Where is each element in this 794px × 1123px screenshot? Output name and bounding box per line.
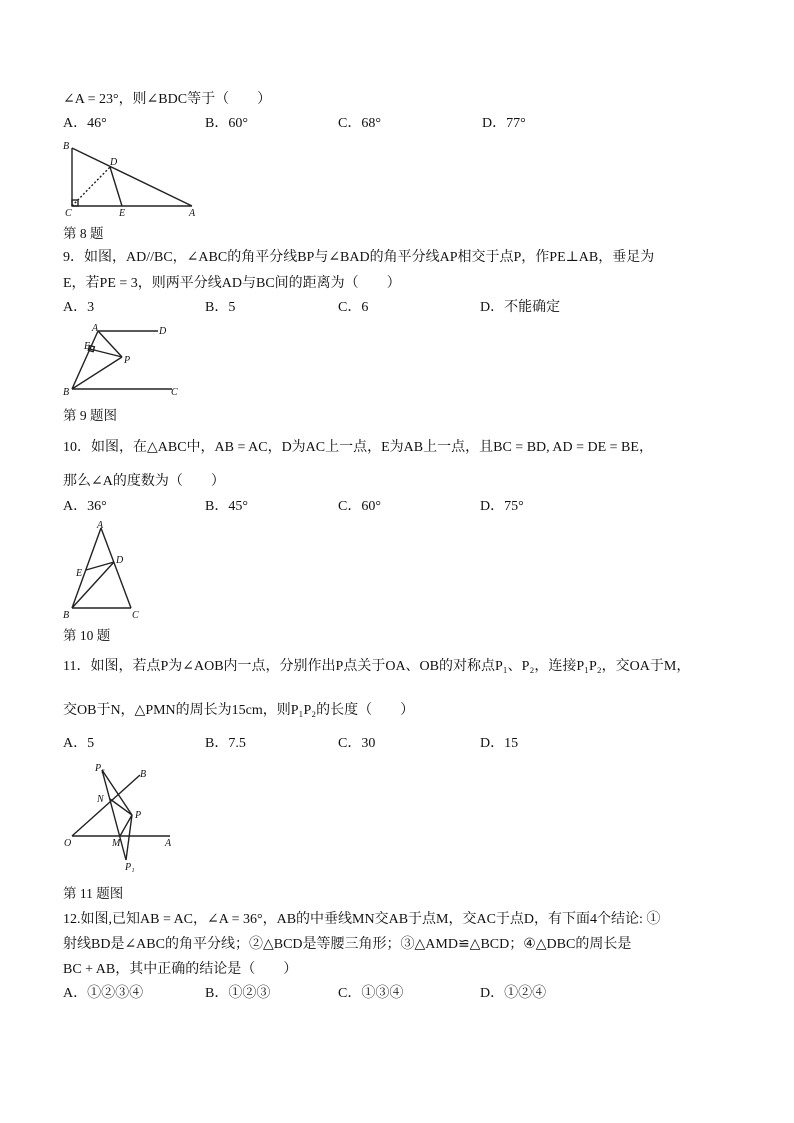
q12-line-3: BC + AB，其中正确的结论是（ ） xyxy=(63,962,298,977)
q11-segment-pp1 xyxy=(126,815,132,860)
q12-option-a: A．①②③④ xyxy=(63,986,144,1001)
q10-line-2: 那么∠A的度数为（ ） xyxy=(63,474,225,489)
q10-label-b: B xyxy=(63,610,70,621)
q11-label-p2: P₂ xyxy=(95,763,105,774)
q10-segment-bd xyxy=(72,562,114,608)
q9-segment-bp xyxy=(72,357,122,389)
q8-stem-tail: ∠A = 23°，则∠BDC等于（ ） xyxy=(63,92,272,107)
q9-line-2: E，若PE = 3，则两平分线AD与BC间的距离为（ ） xyxy=(63,276,401,291)
q11-option-a: A．5 xyxy=(63,736,95,751)
q11-segment-np xyxy=(110,799,132,815)
q9-option-b: B．5 xyxy=(205,300,236,315)
q11-caption: 第 11 题图 xyxy=(63,886,124,901)
q8-option-b: B．60° xyxy=(205,116,248,131)
q9-label-p: P xyxy=(124,355,131,366)
q11-segment-p2p xyxy=(102,770,132,815)
q10-label-a: A xyxy=(97,520,104,531)
q8-label-c: C xyxy=(65,208,72,219)
q11-ray-ob xyxy=(72,775,140,836)
q9-segment-pe xyxy=(90,349,122,357)
q10-label-e: E xyxy=(76,568,83,579)
q8-label-d: D xyxy=(110,157,118,168)
q9-label-c: C xyxy=(171,387,178,398)
q10-segment-ab xyxy=(72,528,101,608)
q8-label-b: B xyxy=(63,141,70,152)
q11-segment-mp xyxy=(120,815,132,836)
q10-label-d: D xyxy=(116,555,124,566)
q9-label-a: A xyxy=(92,323,99,334)
q8-label-a: A xyxy=(189,208,196,219)
q11-label-o: O xyxy=(64,838,72,849)
q11-label-p: P xyxy=(135,810,142,821)
q8-option-d: D．77° xyxy=(482,116,526,131)
q9-right-angle-mark xyxy=(88,346,94,352)
q10-option-d: D．75° xyxy=(480,499,524,514)
q8-segment-de xyxy=(110,167,122,206)
q8-option-c: C．68° xyxy=(338,116,381,131)
q8-segment-cd xyxy=(72,167,110,206)
q11-option-c: C．30 xyxy=(338,736,376,751)
q10-segment-ac xyxy=(101,528,131,608)
q10-caption: 第 10 题 xyxy=(63,628,111,643)
q11-line-1: 11．如图，若点P为∠AOB内一点，分别作出P点关于OA、OB的对称点P₁、P₂，连接P₁P₂，交OA于M， xyxy=(63,659,691,674)
q12-option-c: C．①③④ xyxy=(338,986,404,1001)
q11-option-d: D．15 xyxy=(480,736,519,751)
q12-option-d: D．①②④ xyxy=(480,986,547,1001)
q12-line-1: 12.如图,已知AB = AC，∠A = 36°，AB的中垂线MN交AB于点M，交AC于点D，有下面4个结论: ① xyxy=(63,912,661,927)
q9-option-a: A．3 xyxy=(63,300,95,315)
q11-option-b: B．7.5 xyxy=(205,736,246,751)
q8-option-a: A．46° xyxy=(63,116,107,131)
q8-caption: 第 8 题 xyxy=(63,226,104,241)
q11-line-2: 交OB于N，△PMN的周长为15cm，则P₁P₂的长度（ ） xyxy=(63,703,415,718)
q9-caption: 第 9 题图 xyxy=(63,408,117,423)
q8-segment-ba xyxy=(72,148,192,206)
q9-label-d: D xyxy=(159,326,167,337)
q10-segment-de xyxy=(86,562,114,570)
q10-option-a: A．36° xyxy=(63,499,107,514)
q8-right-angle-mark xyxy=(72,200,78,206)
q10-option-c: C．60° xyxy=(338,499,381,514)
q11-label-n: N xyxy=(97,794,104,805)
q10-label-c: C xyxy=(132,610,139,621)
q11-segment-p1p2 xyxy=(102,770,126,860)
q9-segment-ap xyxy=(98,331,122,357)
q9-label-e: E xyxy=(84,341,91,352)
q11-label-m: M xyxy=(112,838,121,849)
q9-segment-ab xyxy=(72,331,98,389)
q9-line-1: 9．如图，AD//BC，∠ABC的角平分线BP与∠BAD的角平分线AP相交于点P，作PE⊥AB，垂足为 xyxy=(63,250,655,265)
q9-label-b: B xyxy=(63,387,70,398)
q9-option-c: C．6 xyxy=(338,300,369,315)
q12-line-2: 射线BD是∠ABC的角平分线；②△BCD是等腰三角形；③△AMD≌△BCD；④△DBC的周长是 xyxy=(63,937,632,952)
q10-option-b: B．45° xyxy=(205,499,248,514)
q9-option-d: D．不能确定 xyxy=(480,300,561,315)
q11-label-a: A xyxy=(165,838,172,849)
q11-label-b: B xyxy=(140,769,147,780)
q8-label-e: E xyxy=(119,208,126,219)
q12-option-b: B．①②③ xyxy=(205,986,271,1001)
q11-label-p1: P₁ xyxy=(125,862,135,873)
q10-line-1: 10．如图，在△ABC中，AB = AC，D为AC上一点，E为AB上一点，且BC = BD, AD = DE = BE， xyxy=(63,440,653,455)
